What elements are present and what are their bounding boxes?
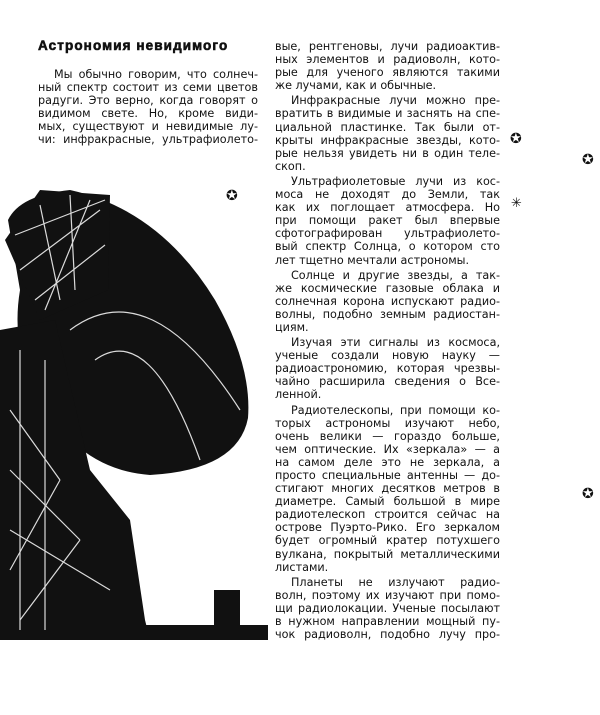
text-line: вый спектр Солнца, о котором сто <box>275 240 500 254</box>
text-line: будет огромный кратер потухшего <box>275 534 500 548</box>
text-line: сфотографирован ультрафиолето- <box>275 227 500 241</box>
sparkle-icon: ✳ <box>511 196 522 211</box>
text-line: вулкана, покрытый металлическими <box>275 547 500 561</box>
right-column <box>275 40 500 641</box>
text-line: листами. <box>275 560 329 574</box>
text-line: крыты инфракрасные звезды, кото- <box>275 133 500 147</box>
text-line: солнечная корона испускают радио- <box>275 294 500 308</box>
text-line: радиотелескоп строится сейчас на <box>275 508 500 522</box>
text-line: волн, поэтому их изучают при помо- <box>275 588 500 602</box>
text-line: острове Пуэрто-Рико. Его зеркалом <box>275 521 500 535</box>
star-icon: ✪ <box>582 486 594 502</box>
text-line: видимом свете. Но, кроме види- <box>38 107 258 121</box>
star-icon: ✪ <box>582 152 594 168</box>
text-line: чи: инфракрасные, ультрафиолето- <box>38 133 258 147</box>
text-line: Инфракрасные лучи можно пре- <box>291 94 500 108</box>
text-line: радиоастрономию, которая чрезвы- <box>275 362 500 376</box>
text-line: в нужном направлении мощный пу- <box>275 615 500 629</box>
star-icon: ✪ <box>510 131 522 147</box>
text-line: вратить в видимые и заснять на спе- <box>275 107 500 121</box>
text-line: Солнце и другие звезды, а так- <box>291 268 500 282</box>
text-line: Ультрафиолетовые лучи из кос- <box>291 174 500 188</box>
text-line: ленной. <box>275 388 322 402</box>
text-line: Радиотелескопы, при помощи ко- <box>291 403 500 417</box>
left-column <box>38 68 258 147</box>
text-line: диаметре. Самый большой в мире <box>275 495 500 509</box>
text-line: моса не доходят до Земли, так <box>275 188 500 202</box>
text-line: чем оптические. Их «зеркала» — а <box>275 442 500 456</box>
text-line: лет тщетно мечтали астрономы. <box>275 253 470 267</box>
text-line: волны, подобно земным радиостан- <box>275 307 500 321</box>
text-line: при помощи ракет был впервые <box>275 214 500 228</box>
text-line: циям. <box>275 320 309 334</box>
text-line: Изучая эти сигналы из космоса, <box>291 336 500 350</box>
text-line: щи радиолокации. Ученые посылают <box>275 601 500 615</box>
text-line: ный спектр состоит из семи цветов <box>38 81 258 95</box>
text-line: Планеты не излучают радио- <box>291 575 500 589</box>
text-line: циальной пластинке. Так были от- <box>275 120 500 134</box>
text-line: же космические газовые облака и <box>275 281 500 295</box>
text-line: просто специальные антенны — до- <box>275 469 500 482</box>
text-line: стигают многих десятков метров в <box>275 482 500 496</box>
article-title: Астрономия невидимого <box>38 38 229 53</box>
radio-telescope-photo <box>0 150 270 645</box>
text-line: рые нельзя увидеть ни в один теле- <box>275 146 500 160</box>
text-line: вые, рентгеновы, лучи радиоактив- <box>275 40 500 53</box>
text-line: как их поглощает атмосфера. Но <box>275 201 500 215</box>
text-line: на самом деле это не зеркала, а <box>275 455 500 469</box>
text-line: Мы обычно говорим, что солнеч- <box>54 68 258 81</box>
text-line: мых, существуют и невидимые лу- <box>38 120 258 134</box>
star-icon: ✪ <box>226 188 238 204</box>
text-line: очень велики — гораздо больше, <box>275 429 500 443</box>
text-line: торых астрономы изучают небо, <box>275 416 500 430</box>
text-line: рые для ученого являются такими <box>275 66 500 80</box>
text-line: чайно расширила сведения о Все- <box>275 375 500 389</box>
text-line: радуги. Это верно, когда говорят о <box>38 94 258 108</box>
text-line: ученые создали новую науку — <box>275 349 500 363</box>
text-line: же лучами, как и обычные. <box>275 79 437 93</box>
text-line: ных элементов и радиоволн, кото- <box>275 53 500 67</box>
text-line: скоп. <box>275 159 306 173</box>
text-line: чок радиоволн, подобно лучу про- <box>275 628 500 642</box>
